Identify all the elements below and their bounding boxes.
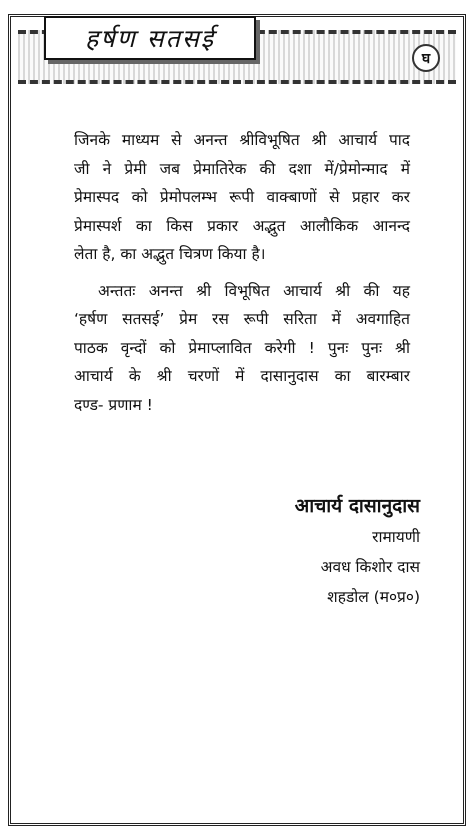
signature-full-name: अवध किशोर दास: [320, 558, 420, 576]
signature-name: आचार्य दासानुदास: [294, 495, 420, 517]
text-line: आचार्य के श्री चरणों में दासानुदास का बारम्बार: [74, 367, 410, 385]
signature-block: [295, 490, 420, 612]
text-line: प्रेमास्पर्श का किस प्रकार अद्भुत आलौकिक आनन्द: [74, 216, 410, 235]
text-line: ‘हर्षण सतसई’ प्रेम रस रूपी सरिता में अवगाहित: [74, 310, 410, 328]
text-line: जी ने प्रेमी जब प्रेमातिरेक की दशा में/प्रेमोन्माद में: [74, 159, 410, 178]
text-line: अन्ततः अनन्त श्री विभूषित आचार्य श्री की यह: [98, 281, 410, 300]
signature-place: शहडोल (म०प्र०): [327, 588, 420, 606]
book-title: हर्षण सतसई: [84, 24, 216, 53]
paragraph-2: [74, 277, 410, 420]
signature-title: रामायणी: [372, 528, 420, 546]
preface-text: [74, 126, 410, 419]
text-line: लेता है, का अद्भुत चित्रण किया है।: [74, 245, 266, 263]
text-line: प्रेमास्पद को प्रेमोपलम्भ रूपी वाक्बाणों से प्रहार कर: [74, 188, 410, 206]
text-line: दण्ड- प्रणाम !: [74, 395, 153, 414]
book-title-box: [44, 16, 256, 60]
text-line: पाठक वृन्दों को प्रेमाप्लावित करेगी ! पुनः पुनः श्री: [74, 338, 410, 357]
paragraph-1: [74, 126, 410, 269]
page-number-marker: घ: [412, 44, 440, 72]
text-line: जिनके माध्यम से अनन्त श्रीविभूषित श्री आचार्य पाद: [74, 131, 410, 149]
